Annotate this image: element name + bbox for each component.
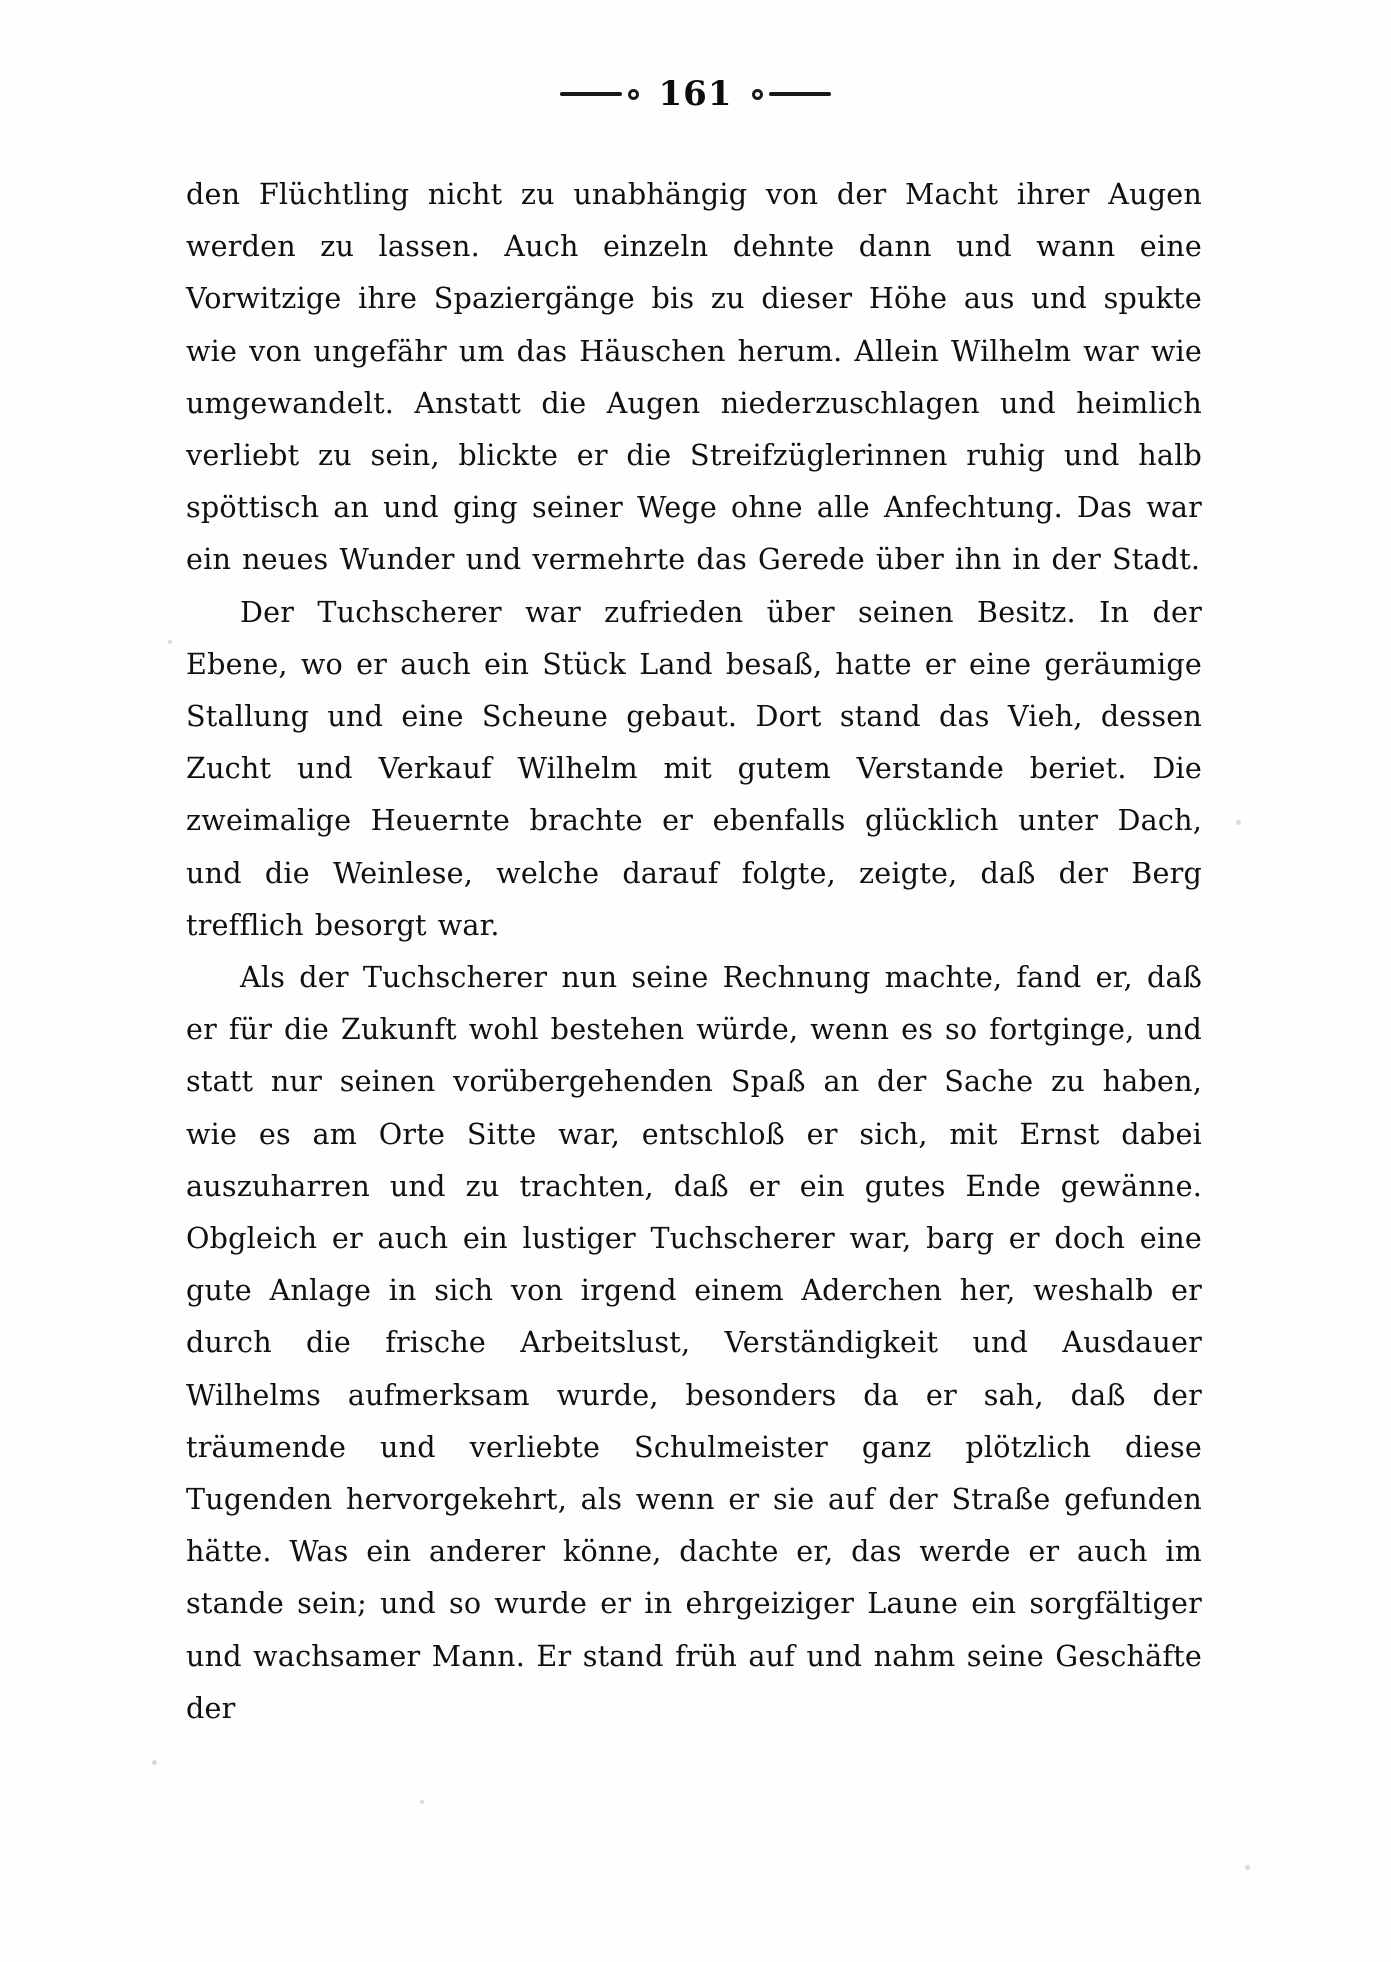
paragraph-3: Als der Tuchscherer nun seine Rechnung machte, fand er, daß er für die Zukunft wohl bestehen würde, wenn es so fortginge, und statt nur seinen vorübergehenden Spaß an der Sache zu haben, wie es am Orte Sitte war, entschloß er sich, mit Ernst dabei auszuharren und zu trachten, daß er ein gutes Ende gewänne. Obgleich er auch ein lustiger Tuchscherer war, barg er doch eine gute Anlage in sich von irgend einem Aderchen her, weshalb er durch die frische Arbeitslust, Verständigkeit und Ausdauer Wilhelms aufmerksam wurde, besonders da er sah, daß der träumende und verliebte Schulmeister ganz plötzlich diese Tugenden hervorgekehrt, als wenn er sie auf der Straße gefunden hätte. Was ein anderer könne, dachte er, das werde er auch im stande sein; und so wurde er in ehrgeiziger Laune ein sorgfältiger und wachsamer Mann. Er stand früh auf und nahm seine Geschäfte der	[186, 960, 1202, 1725]
circle-dash-ornament-icon	[752, 89, 831, 100]
paper-speck	[168, 640, 172, 644]
paper-speck	[152, 1760, 157, 1765]
paper-speck	[1236, 820, 1241, 825]
page-header	[0, 64, 1391, 124]
paper-speck	[420, 1800, 424, 1804]
paragraph-2: Der Tuchscherer war zufrieden über seinen Besitz. In der Ebene, wo er auch ein Stück Land besaß, hatte er eine geräumige Stallung und eine Scheune gebaut. Dort stand das Vieh, dessen Zucht und Verkauf Wilhelm mit gutem Verstande beriet. Die zweimalige Heuernte brachte er ebenfalls glücklich unter Dach, und die Weinlese, welche darauf folgte, zeigte, daß der Berg trefflich besorgt war.	[186, 594, 1202, 942]
page-number: 161	[658, 74, 733, 114]
dash-circle-ornament-icon	[560, 89, 639, 100]
body-text	[186, 168, 1202, 1734]
paper-speck	[1245, 1865, 1250, 1870]
paragraph-1: den Flüchtling nicht zu unabhängig von der Macht ihrer Augen werden zu lassen. Auch einzeln dehnte dann und wann eine Vorwitzige ihre Spaziergänge bis zu dieser Höhe aus und spukte wie von ungefähr um das Häuschen herum. Allein Wilhelm war wie umgewandelt. Anstatt die Augen niederzuschlagen und heimlich verliebt zu sein, blickte er die Streifzüglerinnen ruhig und halb spöttisch an und ging seiner Wege ohne alle Anfechtung. Das war ein neues Wunder und vermehrte das Gerede über ihn in der Stadt.	[186, 177, 1202, 577]
